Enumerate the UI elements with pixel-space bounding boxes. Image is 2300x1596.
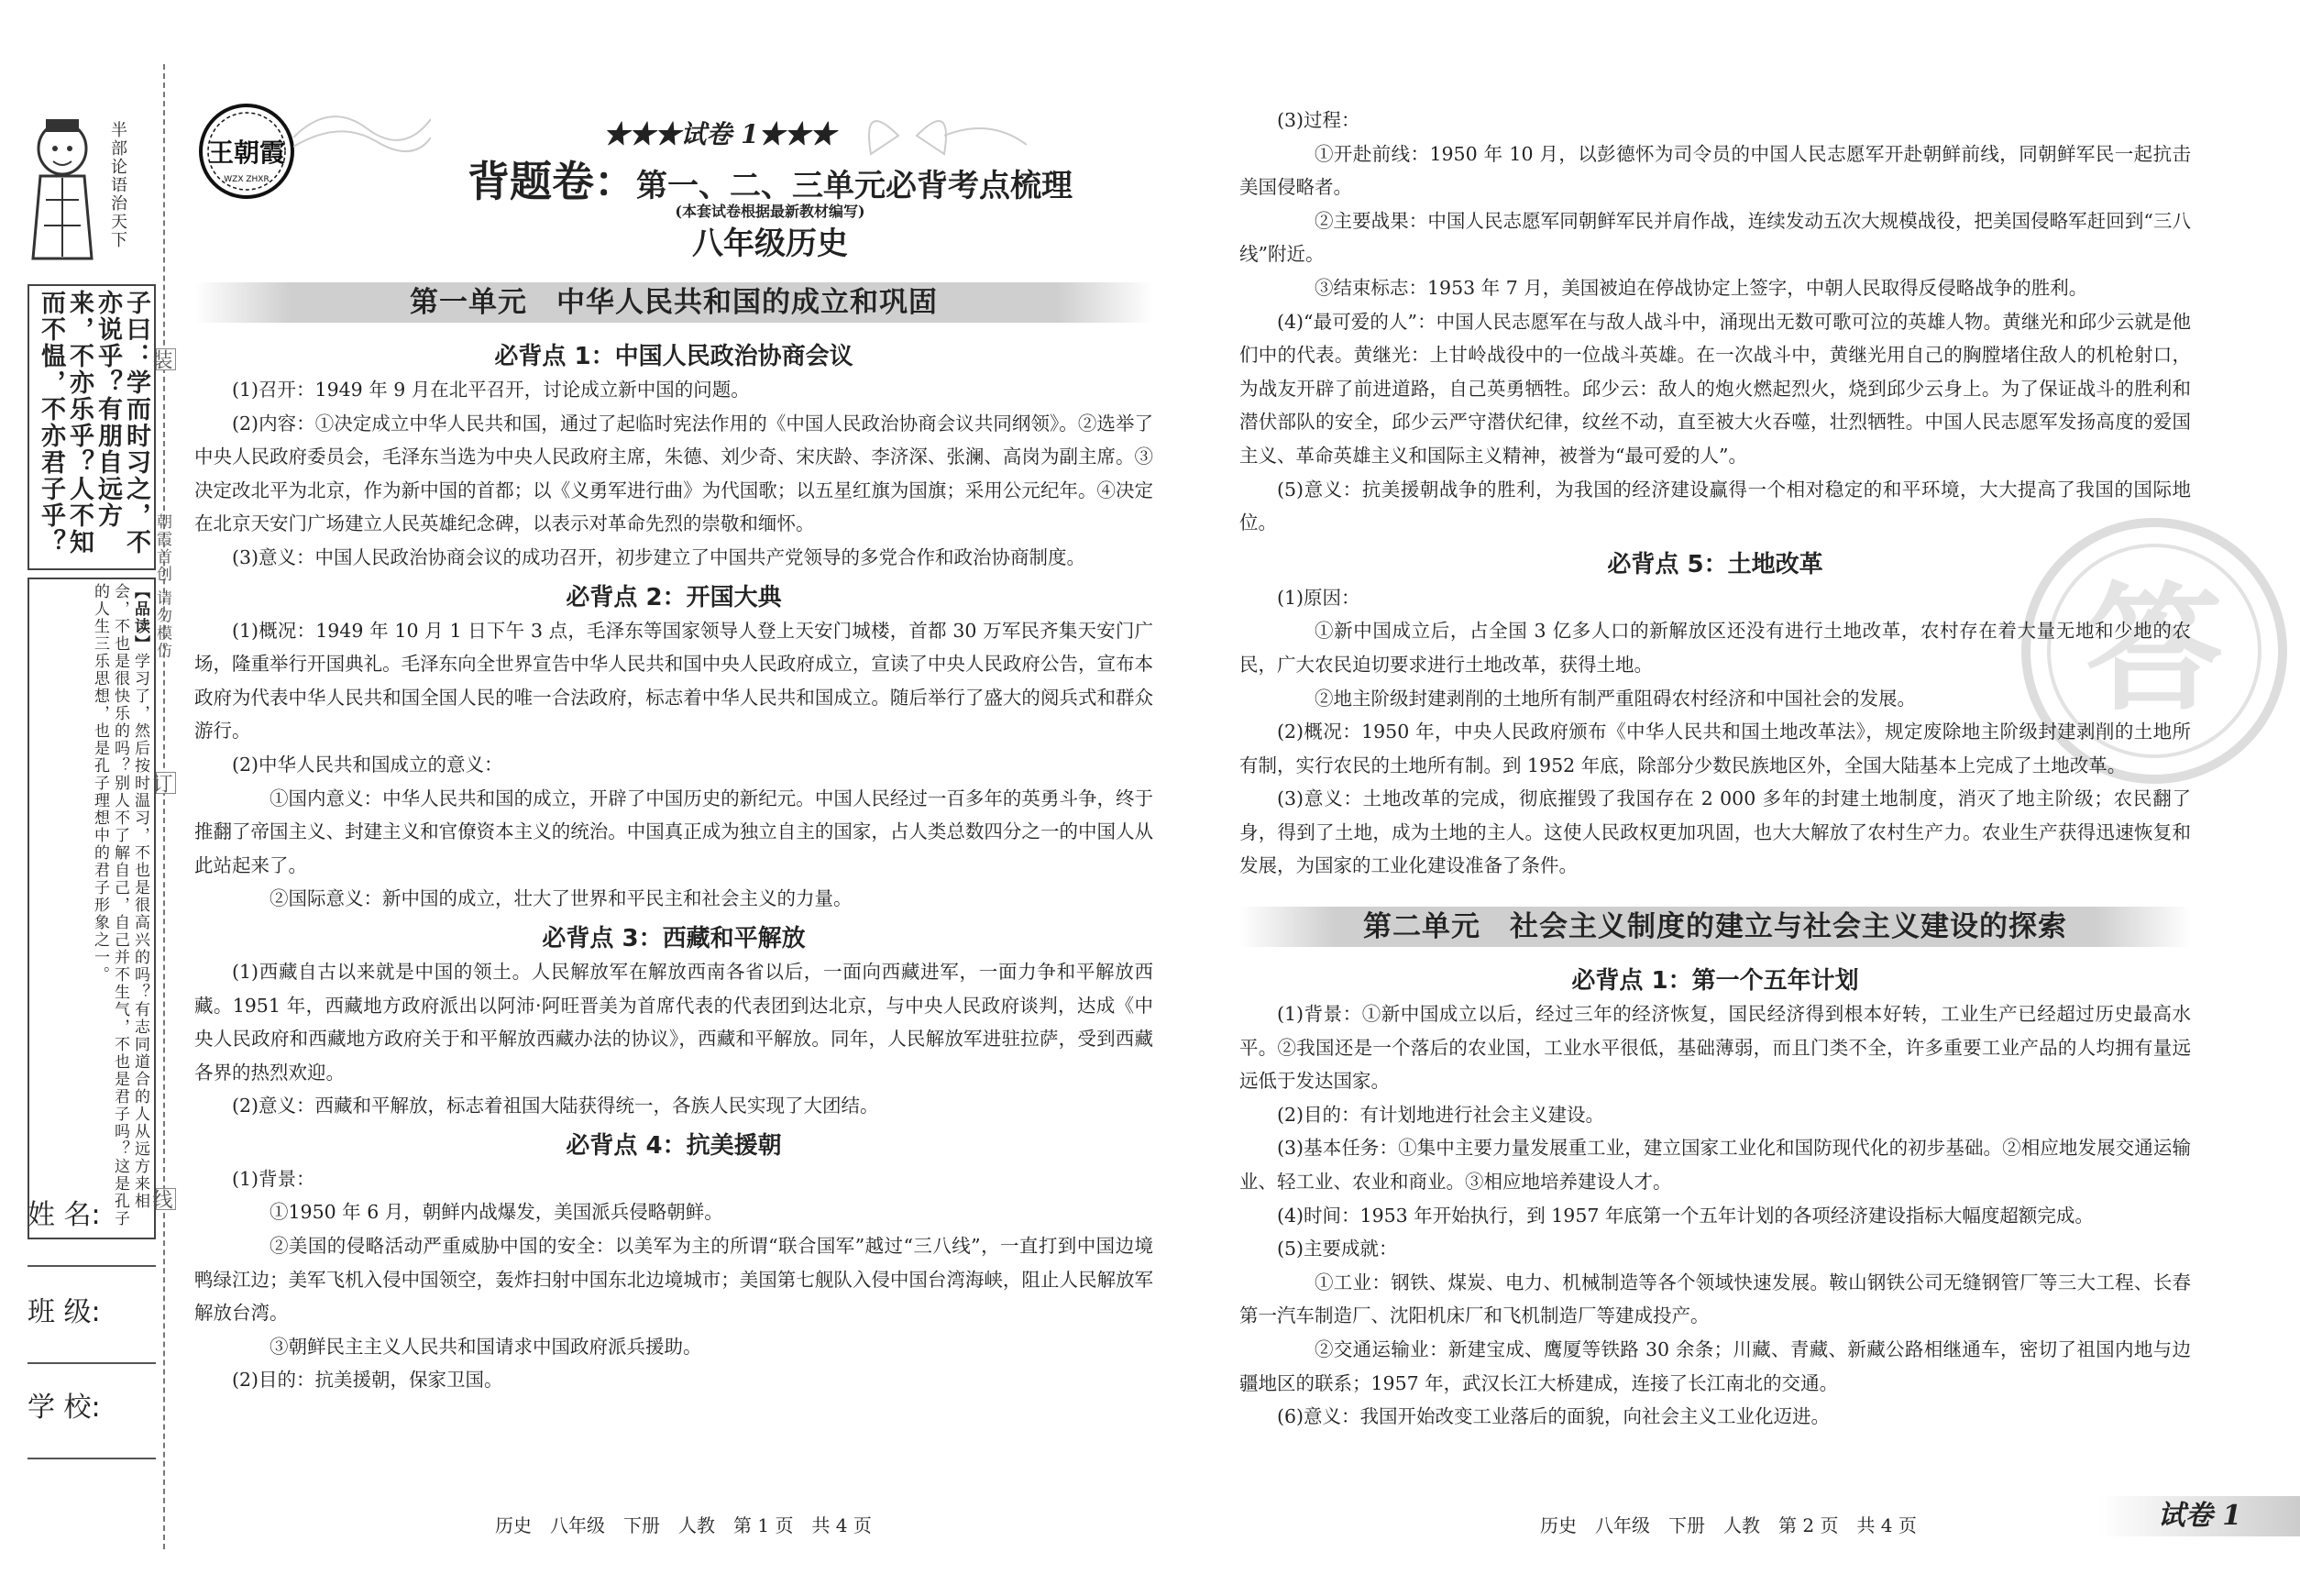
ribbon-decoration-icon [293, 101, 431, 174]
k2-p2: (2)中华人民共和国成立的意义： [232, 753, 503, 776]
k4-p1: (1)背景： [232, 1167, 315, 1190]
k4-meaning: (5)意义：抗美援朝战争的胜利，为我国的经济建设赢得一个相对稳定的和平环境，大大提高了我国的国际地位。 [1239, 478, 2191, 534]
school-field[interactable]: 学 校: [28, 1384, 174, 1425]
right-page [1239, 104, 2191, 1434]
edition-note: (本套试卷根据最新教材编写) [675, 203, 865, 220]
k1-p3: (3)意义：中国人民政治协商会议的成功召开，初步建立了中国共产党领导的多党合作和政治协商制度。 [232, 545, 1086, 568]
reading-text: 学习了，然后按时温习，不也是很高兴的吗？有志同道合的人从远方来相会，不也是很快乐的吗？别人不了解自己，自己并不生气，不也是君子吗？这是孔子的人生三乐思想，也是孔子理想中的君子形象之一。 [91, 583, 149, 1227]
k3-p2: (2)意义：西藏和平解放，标志着祖国大陆获得统一，各族人民实现了大团结。 [232, 1095, 879, 1117]
k4-heroes: (4)“最可爱的人”：中国人民志愿军在与敌人战斗中，涌现出无数可歌可泣的英雄人物。黄继光和邱少云就是他们中的代表。黄继光：上甘岭战役中的一位战斗英雄。在一次战斗中，黄继光用自己的胸膛堵住敌人的机枪射口，为战友开辟了前进道路，自己英勇牺牲。邱少云：敌人的炮火燃起烈火，烧到邱少云身上。为了保证战斗的胜利和潜伏部队的安全，邱少云严守潜伏纪律，纹丝不动，直至被大火吞噬，壮烈牺牲。中国人民志愿军发扬高度的爱国主义、革命英雄主义和国际主义精神，被誉为“最可爱的人”。 [1239, 310, 2191, 467]
left-footer: 历史 八年级 下册 人教 第 1 页 共 4 页 [495, 1514, 872, 1536]
u2k1-p7: ②交通运输业：新建宝成、鹰厦等铁路 30 余条；川藏、青藏、新藏公路相继通车，密切了祖国内地与边疆地区的联系；1957 年，武汉长江大桥建成，连接了长江南北的交通。 [1239, 1338, 2191, 1394]
k5-p4: (2)概况：1950 年，中央人民政府颁布《中华人民共和国土地改革法》，规定废除地主阶级封建剥削的土地所有制，实行农民的土地所有制。到 1952 年底，除部分少数民族地区外，全国大陆基本上完成了土地改革。 [1239, 721, 2191, 776]
k5-p5: (3)意义：土地改革的完成，彻底摧毁了我国存在 2 000 多年的封建土地制度，消灭了地主阶级；农民翻了身，得到了土地，成为土地的主人。这使人民政权更加巩固，也大大解放了农村生产力。农业生产获得迅速恢复和发展，为国家的工业化建设准备了条件。 [1239, 787, 2191, 877]
unit2-heading: 第二单元 社会主义制度的建立与社会主义建设的探索 [1239, 907, 2191, 947]
cut-mark-2: 订 [156, 772, 176, 794]
k4-process: (3)过程： [1277, 109, 1360, 131]
corner-paper-label: 试卷 1 [2099, 1496, 2300, 1536]
class-field[interactable]: 班 级: [28, 1289, 174, 1329]
confucius-cartoon-icon [28, 112, 99, 268]
k4-p2: ①1950 年 6 月，朝鲜内战爆发，美国派兵侵略朝鲜。 [270, 1201, 723, 1224]
subject-title: 八年级历史 [692, 226, 848, 262]
k1-p2: (2)内容：①决定成立中华人民共和国，通过了起临时宪法作用的《中国人民政治协商会议共同纲领》。②选举了中央人民政府委员会，毛泽东当选为中央人民政府主席，朱德、刘少奇、宋庆龄、李济深、张澜、高岗为副主席。③决定改北平为北京，作为新中国的首都；以《义勇军进行曲》为代国歌；以五星红旗为国旗；采用公元纪年。④决定在北京天安门广场建立人民英雄纪念碑，以表示对革命先烈的崇敬和缅怀。 [194, 412, 1153, 535]
k5-p2: ①新中国成立后，占全国 3 亿多人口的新解放区还没有进行土地改革，农村存在着大量无地和少地的农民，广大农民迫切要求进行土地改革，获得土地。 [1239, 620, 2191, 676]
sidebar-strip [28, 64, 151, 1577]
k5-p3: ②地主阶级封建剥削的土地所有制严重阻碍农村经济和中国社会的发展。 [1315, 687, 1916, 710]
k1-p1: (1)召开：1949 年 9 月在北平召开，讨论成立新中国的问题。 [232, 379, 750, 401]
reading-box [28, 578, 156, 1239]
brand-logo-icon [196, 101, 297, 202]
k2-p4: ②国际意义：新中国的成立，壮大了世界和平民主和社会主义的力量。 [270, 887, 853, 910]
paper-number: ★★★试卷 1★★★ [603, 119, 836, 149]
logo-text: 王朝霞 [207, 138, 286, 168]
k5-p1: (1)原因： [1277, 586, 1360, 609]
k2-title: 必背点 2：开国大典 [566, 583, 782, 611]
k4-title: 必背点 4：抗美援朝 [566, 1131, 782, 1160]
unit1-heading: 第一单元 中华人民共和国的成立和巩固 [194, 282, 1153, 323]
copyright-note: 朝霞首创 请勿模仿 [153, 513, 171, 660]
k4-end: ③结束标志：1953 年 7 月，美国被迫在停战协定上签字，中朝人民取得反侵略战争的胜利。 [1315, 276, 2088, 299]
u2k1-p4: (4)时间：1953 年开始执行，到 1957 年底第一个五年计划的各项经济建设指标大幅度超额完成。 [1277, 1204, 2094, 1227]
u2k1-p1: (1)背景：①新中国成立以后，经过三年的经济恢复，国民经济得到根本好转，工业生产已经超过历史最高水平。②我国还是一个落后的农业国，工业水平很低，基础薄弱，而且门类不全，许多重要工业产品的人均拥有量远远低于发达国家。 [1239, 1003, 2191, 1093]
name-field[interactable]: 姓 名: [28, 1192, 174, 1232]
right-footer: 历史 八年级 下册 人教 第 2 页 共 4 页 [1540, 1514, 1917, 1536]
page-title: 背题卷：第一、二、三单元必背考点梳理 [468, 157, 1073, 206]
k1-title: 必背点 1：中国人民政治协商会议 [494, 343, 853, 370]
u2k1-p3: (3)基本任务：①集中主要力量发展重工业，建立国家工业化和国防现代化的初步基础。②相应地发展交通运输业、轻工业、农业和商业。③相应地培养建设人才。 [1239, 1137, 2191, 1194]
reading-label: 【品读】 [131, 583, 149, 653]
cut-line [163, 64, 165, 1549]
k4-p3: ②美国的侵略活动严重威胁中国的安全：以美军为主的所谓“联合国军”越过“三八线”，一直打到中国边境鸭绿江边；美军飞机入侵中国领空，轰炸扫射中国东北边境城市；美国第七舰队入侵中国台湾海峡，阻止人民解放军解放台湾。 [194, 1235, 1153, 1325]
left-page [194, 273, 1153, 1397]
k5-title: 必背点 5：土地改革 [1607, 550, 1823, 578]
k4-p4: ③朝鲜民主主义人民共和国请求中国政府派兵援助。 [270, 1335, 702, 1358]
u2k1-p5: (5)主要成就： [1277, 1238, 1398, 1260]
k2-p1: (1)概况：1949 年 10 月 1 日下午 3 点，毛泽东等国家领导人登上天安门城楼，首都 30 万军民齐集天安门广场，隆重举行开国典礼。毛泽东向全世界宣告中华人民共和国中央人民政府成立，宣读了中央人民政府公告，宣布本政府为代表中华人民共和国全国人民的唯一合法政府，标志着中华人民共和国成立。随后举行了盛大的阅兵式和群众游行。 [194, 619, 1153, 743]
confucius-quote: 子曰：学而时习之，不亦说乎？有朋自远方来，不亦乐乎？人不知而不愠，不亦君子乎？ [28, 284, 156, 570]
u2k1-p6: ①工业：钢铁、煤炭、电力、机械制造等各个领域快速发展。鞍山钢铁公司无缝钢管厂等三大工程、长春第一汽车制造厂、沈阳机床厂和飞机制造厂等建成投产。 [1239, 1271, 2191, 1327]
stamp-text: 答 [2085, 570, 2224, 730]
u2k1-p2: (2)目的：有计划地进行社会主义建设。 [1277, 1103, 1605, 1126]
u2k1-p8: (6)意义：我国开始改变工业落后的面貌，向社会主义工业化迈进。 [1277, 1405, 1831, 1428]
k3-title: 必背点 3：西藏和平解放 [542, 924, 806, 952]
cut-mark-3: 线 [156, 1188, 176, 1210]
motto-top: 半部论语治天下 [108, 121, 127, 249]
logo-sub: WZX ZHXR [224, 175, 270, 184]
u2k1-title: 必背点 1：第一个五年计划 [1571, 967, 1859, 996]
k4-results: ②主要战果：中国人民志愿军同朝鲜军民并肩作战，连续发动五次大规模战役，把美国侵略军赶回到“三八线”附近。 [1239, 209, 2191, 266]
cut-mark-1: 装 [156, 348, 176, 370]
k3-p1: (1)西藏自古以来就是中国的领土。人民解放军在解放西南各省以后，一面向西藏进军，一面力争和平解放西藏。1951 年，西藏地方政府派出以阿沛·阿旺晋美为首席代表的代表团到达北京，与中央人民政府谈判，达成《中央人民政府和西藏地方政府关于和平解放西藏办法的协议》，西藏和平解放。同年，人民解放军进驻拉萨，受到西藏各界的热烈欢迎。 [194, 960, 1153, 1084]
k4-front: ①开赴前线：1950 年 10 月，以彭德怀为司令员的中国人民志愿军开赴朝鲜前线，同朝鲜军民一起抗击美国侵略者。 [1239, 142, 2191, 199]
k2-p3: ①国内意义：中华人民共和国的成立，开辟了中国历史的新纪元。中国人民经过一百多年的英勇斗争，终于推翻了帝国主义、封建主义和官僚资本主义的统治。中国真正成为独立自主的国家，占人类总数四分之一的中国人从此站起来了。 [194, 787, 1153, 876]
k4-p5: (2)目的：抗美援朝，保家卫国。 [232, 1369, 503, 1392]
